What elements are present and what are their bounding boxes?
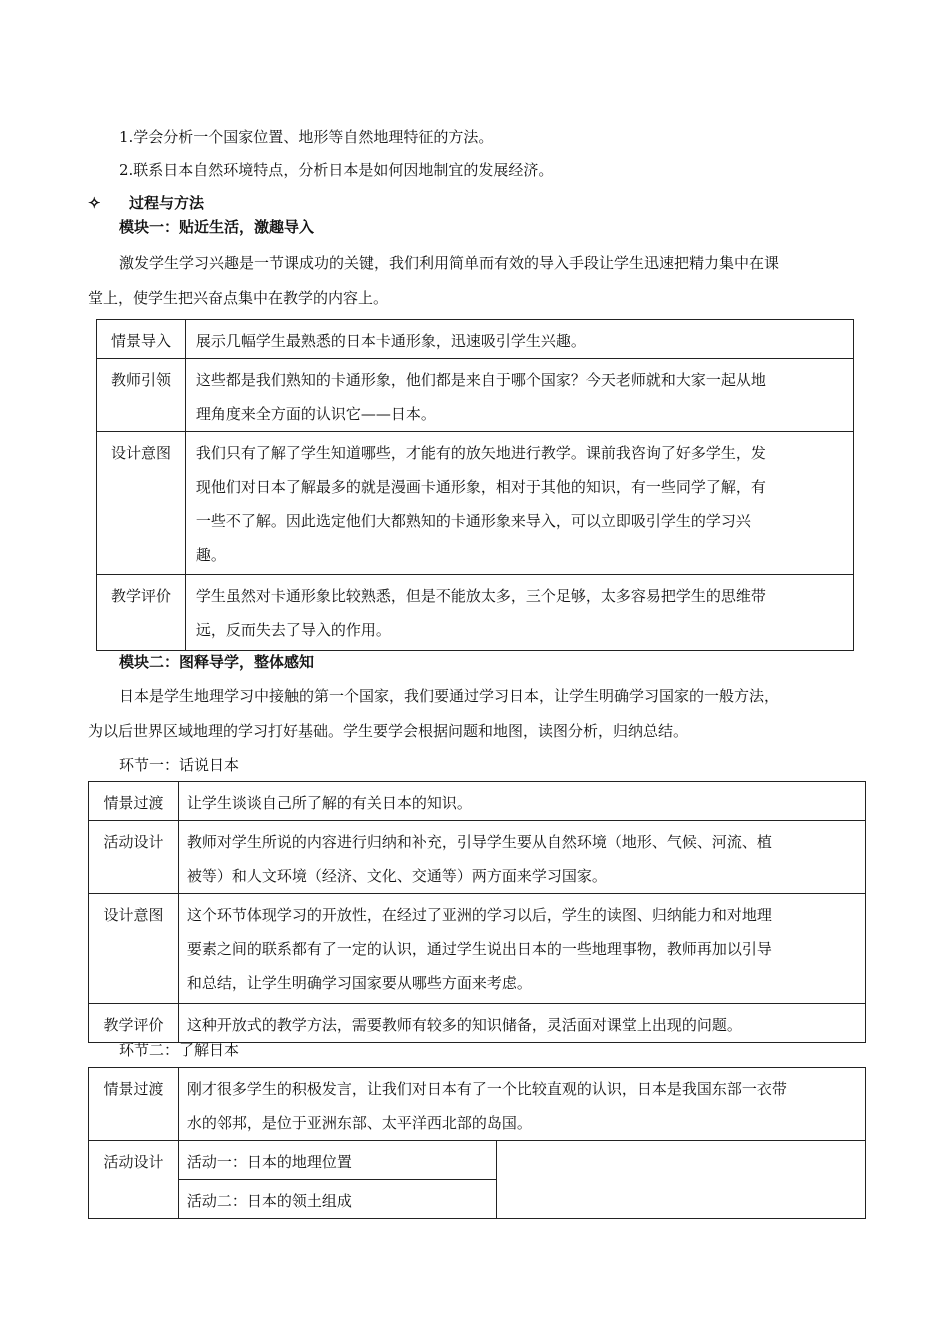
table-row (97, 575, 854, 651)
table-row (97, 432, 854, 575)
goal-item-2: 2.联系日本自然环境特点，分析日本是如何因地制宜的发展经济。 (119, 161, 554, 179)
activity-cell: 活动一：日本的地理位置 (178, 1141, 496, 1180)
row-label: 活动设计 (89, 821, 179, 894)
row-content: 学生虽然对卡通形象比较熟悉，但是不能放太多，三个足够，太多容易把学生的思维带 远，反而失去了导入的作用。 (185, 575, 853, 651)
module2-title: 模块二：图释导学，整体感知 (119, 653, 315, 671)
row-content: 这个环节体现学习的开放性，在经过了亚洲的学习以后，学生的读图、归纳能力和对地理 要素之间的联系都有了一定的认识，通过学生说出日本的一些地理事物，教师再加以引导 和总结，让学生明确学习国家要从哪些方面来考虑。 (178, 894, 865, 1004)
row-label: 教学评价 (89, 1004, 179, 1043)
row-label: 教师引领 (97, 359, 186, 432)
table-row (89, 821, 866, 894)
table-row (97, 320, 854, 359)
row-label: 活动设计 (89, 1141, 179, 1219)
row-label: 情景导入 (97, 320, 186, 359)
row-label: 设计意图 (89, 894, 179, 1004)
table-row (89, 894, 866, 1004)
table-row (89, 1004, 866, 1043)
diamond-bullet-icon: ✧ (88, 194, 101, 212)
table-row (89, 1141, 866, 1180)
section-title: 过程与方法 (129, 194, 205, 212)
row-label: 设计意图 (97, 432, 186, 575)
row-content: 展示几幅学生最熟悉的日本卡通形象，迅速吸引学生兴趣。 (185, 320, 853, 359)
table-row (89, 782, 866, 821)
module1-intro-line1: 激发学生学习兴趣是一节课成功的关键，我们利用简单而有效的导入手段让学生迅速把精力集中在课 (119, 254, 780, 272)
row-content: 这种开放式的教学方法，需要教师有较多的知识储备，灵活面对课堂上出现的问题。 (178, 1004, 865, 1043)
row-content: 教师对学生所说的内容进行归纳和补充，引导学生要从自然环境（地形、气候、河流、植 被等）和人文环境（经济、文化、交通等）两方面来学习国家。 (178, 821, 865, 894)
module1-title: 模块一：贴近生活，激趣导入 (119, 218, 315, 236)
module2-intro-line2: 为以后世界区域地理的学习打好基础。学生要学会根据问题和地图，读图分析，归纳总结。 (88, 722, 689, 740)
row-content: 这些都是我们熟知的卡通形象，他们都是来自于哪个国家？今天老师就和大家一起从地 理角度来全方面的认识它——日本。 (185, 359, 853, 432)
module1-table (96, 319, 854, 651)
step2-table (88, 1067, 866, 1219)
step1-table (88, 781, 866, 1043)
section-heading (88, 193, 204, 213)
step1-title: 环节一：话说日本 (119, 756, 240, 774)
step2-title: 环节二：了解日本 (119, 1041, 240, 1059)
table-row (97, 359, 854, 432)
activity-cell: 活动二：日本的领土组成 (178, 1180, 496, 1219)
row-content: 刚才很多学生的积极发言，让我们对日本有了一个比较直观的认识，日本是我国东部一衣带 水的邻邦，是位于亚洲东部、太平洋西北部的岛国。 (178, 1068, 865, 1141)
row-content: 我们只有了解了学生知道哪些，才能有的放矢地进行教学。课前我咨询了好多学生，发 现他们对日本了解最多的就是漫画卡通形象，相对于其他的知识，有一些同学了解，有 一些不了解。因此选定他们大都熟知的卡通形象来导入，可以立即吸引学生的学习兴 趣。 (185, 432, 853, 575)
row-label: 教学评价 (97, 575, 186, 651)
empty-cell (496, 1141, 866, 1219)
row-label: 情景过渡 (89, 782, 179, 821)
table-row (89, 1068, 866, 1141)
row-content: 让学生谈谈自己所了解的有关日本的知识。 (178, 782, 865, 821)
module2-intro-line1: 日本是学生地理学习中接触的第一个国家，我们要通过学习日本，让学生明确学习国家的一般方法， (119, 687, 780, 705)
goal-item-1: 1.学会分析一个国家位置、地形等自然地理特征的方法。 (119, 128, 494, 146)
row-label: 情景过渡 (89, 1068, 179, 1141)
module1-intro-line2: 堂上，使学生把兴奋点集中在教学的内容上。 (88, 289, 389, 307)
